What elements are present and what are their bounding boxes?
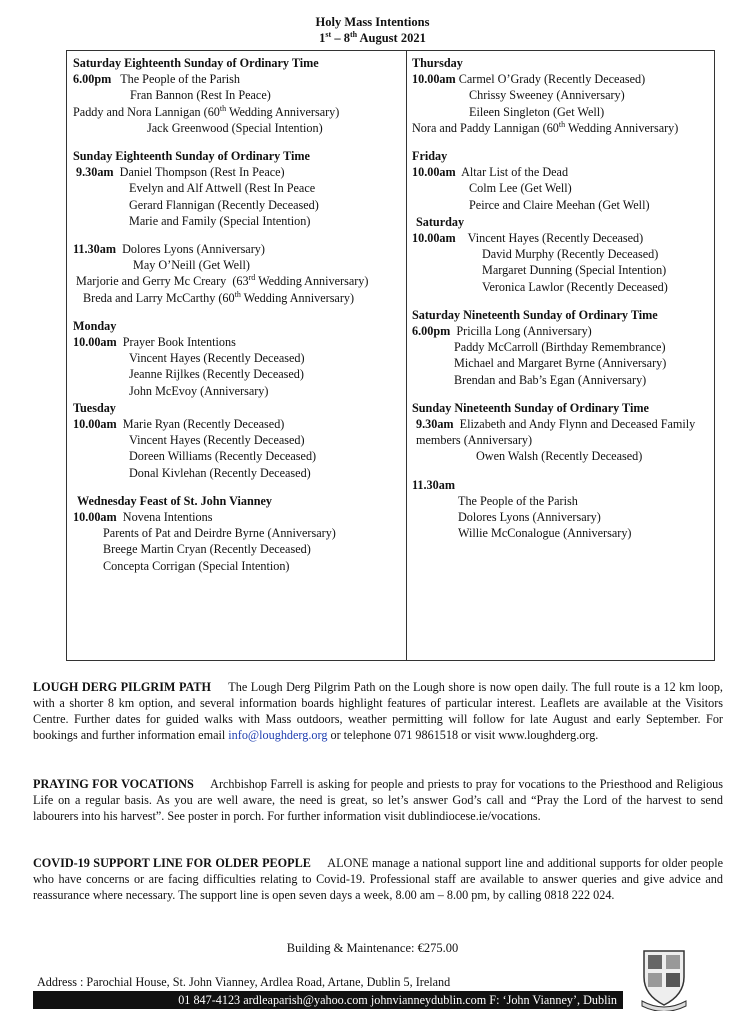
- intention-row: Gerard Flannigan (Recently Deceased): [129, 197, 319, 212]
- intention: Vincent Hayes (Recently Deceased): [467, 231, 644, 246]
- intention-row: Willie McConalogue (Anniversary): [458, 526, 632, 541]
- intention-row: [73, 416, 405, 432]
- contact-bar: 01 847-4123 ardleaparish@yahoo.com johnvianneydublin.com F: ‘John Vianney’, Dublin: [33, 991, 623, 1009]
- intention-row: Jeanne Rijlkes (Recently Deceased): [129, 367, 304, 382]
- intention-row: David Murphy (Recently Deceased): [482, 247, 659, 262]
- intention-row: Eileen Singleton (Get Well): [469, 104, 605, 119]
- intention-row: Veronica Lawlor (Recently Deceased): [482, 279, 668, 294]
- mass-time: 10.00am: [412, 165, 456, 180]
- saturday-18th-section: [73, 55, 405, 136]
- wednesday-section: [73, 493, 405, 574]
- mass-time: 9.30am: [76, 165, 114, 180]
- friday-section: [412, 148, 712, 213]
- intention-row: Vincent Hayes (Recently Deceased): [129, 351, 305, 366]
- sunday-18th-section: [73, 148, 405, 229]
- mass-time: 10.00am: [412, 72, 456, 87]
- intention: Altar List of the Dead: [461, 165, 569, 180]
- intention-row: May O’Neill (Get Well): [133, 258, 250, 273]
- intention: Marie Ryan (Recently Deceased): [122, 417, 285, 432]
- notice-heading: PRAYING FOR VOCATIONS: [33, 777, 194, 791]
- intention-row: Jack Greenwood (Special Intention): [147, 120, 323, 135]
- intention-row: [73, 164, 405, 180]
- mass-intentions-table: [66, 50, 715, 661]
- intention-row: [73, 71, 405, 87]
- intention-row: Nora and Paddy Lannigan (60th Wedding Anniversary): [412, 119, 679, 135]
- notice-heading: COVID-19 SUPPORT LINE FOR OLDER PEOPLE: [33, 856, 311, 870]
- intention-row: Dolores Lyons (Anniversary): [458, 510, 601, 525]
- notice-body: The Lough Derg Pilgrim Path on the Lough shore is now open daily. The full route is a 12 km loop, with a shorter 8 km option, and several information boards highlight features of particular interest. Leaflets are available at the Visitors Centre. Further dates for guided walks with Mass outdoors, weather permitting will follow for late August and early September. For bookings and further information email: [33, 680, 723, 742]
- intention: The People of the Parish: [120, 72, 241, 87]
- section-heading: Thursday: [412, 56, 463, 70]
- section-heading: Sunday Eighteenth Sunday of Ordinary Time: [73, 149, 310, 164]
- section-heading: Wednesday Feast of St. John Vianney: [77, 493, 273, 508]
- notice-covid: [33, 855, 723, 903]
- intention-row: Fran Bannon (Rest In Peace): [130, 88, 271, 103]
- intention-row: Breda and Larry McCarthy (60th Wedding Anniversary): [83, 289, 355, 305]
- intention-row: Doreen Williams (Recently Deceased): [129, 449, 317, 464]
- intention-row: Owen Walsh (Recently Deceased): [476, 449, 643, 464]
- left-column: [73, 55, 405, 586]
- intention: Novena Intentions: [122, 510, 213, 525]
- intention: Daniel Thompson (Rest In Peace): [119, 165, 285, 180]
- intention-row: Evelyn and Alf Attwell (Rest In Peace: [129, 181, 316, 196]
- intention-row: [412, 230, 712, 246]
- intention-row: Margaret Dunning (Special Intention): [482, 263, 667, 278]
- intention-row: Colm Lee (Get Well): [469, 181, 572, 196]
- title-text: Holy Mass Intentions: [315, 15, 430, 29]
- mass-time: 10.00am: [73, 510, 117, 525]
- mass-time: 11.30am: [412, 477, 455, 492]
- section-heading: Saturday Eighteenth Sunday of Ordinary Time: [73, 56, 319, 70]
- intention-row: Marjorie and Gerry Mc Creary (63rd Wedding Anniversary): [76, 273, 369, 289]
- intention-row: The People of the Parish: [458, 493, 578, 508]
- saturday-section: [412, 214, 712, 295]
- intention-row: Paddy McCarroll (Birthday Remembrance): [454, 340, 666, 355]
- intention: Carmel O’Grady (Recently Deceased): [458, 72, 646, 87]
- monday-section: [73, 318, 405, 399]
- mass-time: 11.30am: [73, 242, 116, 257]
- intention-row: Marie and Family (Special Intention): [129, 213, 311, 228]
- section-heading: Saturday Nineteenth Sunday of Ordinary Time: [412, 307, 658, 322]
- sunday-1130-section: [73, 241, 405, 306]
- tuesday-section: [73, 400, 405, 481]
- intention-row: Concepta Corrigan (Special Intention): [103, 558, 290, 573]
- notice-body: ALONE manage a national support line and additional supports for older people who have concerns or are facing difficulties relating to Covid-19. Professional staff are available to answer queries and give advice and reassurance where necessary. The support line is open seven days a week, 8.00 am – 8.00 pm, by calling 0818 222 024.: [33, 856, 723, 902]
- notice-lough-derg: [33, 679, 723, 743]
- parish-address: Address : Parochial House, St. John Vianney, Ardlea Road, Artane, Dublin 5, Ireland: [37, 975, 451, 989]
- intention-row: [73, 509, 405, 525]
- sunday-19th-1130-section: [412, 477, 712, 542]
- intention-row: [412, 164, 712, 180]
- intention-row: Vincent Hayes (Recently Deceased): [129, 433, 305, 448]
- section-heading: Tuesday: [73, 400, 116, 415]
- page-title: [0, 14, 745, 46]
- intention: Dolores Lyons (Anniversary): [122, 242, 265, 257]
- intention-row: Peirce and Claire Meehan (Get Well): [469, 197, 650, 212]
- mass-time: 6.00pm: [73, 72, 112, 87]
- building-maintenance: Building & Maintenance: €275.00: [286, 941, 459, 955]
- intention-row: Michael and Margaret Byrne (Anniversary): [454, 356, 667, 371]
- section-heading: Saturday: [416, 214, 465, 229]
- section-heading: Sunday Nineteenth Sunday of Ordinary Time: [412, 400, 649, 415]
- right-column: [412, 55, 712, 553]
- intention: Pricilla Long (Anniversary): [456, 324, 592, 339]
- intention-row: [412, 71, 712, 87]
- section-heading: Monday: [73, 318, 117, 333]
- notice-body: Archbishop Farrell is asking for people and priests to pray for vocations to the Priesthood and Religious Life on a regular basis. As you are well aware, the need is great, so let’s answer God’s call and “Pray the Lord of the harvest to send labourers into his harvest”. See poster in porch. For further information visit dublindiocese.ie/vocations.: [33, 777, 723, 823]
- intention-row: Parents of Pat and Deirdre Byrne (Anniversary): [103, 526, 336, 541]
- email-link[interactable]: info@loughderg.org: [228, 728, 328, 742]
- notice-vocations: [33, 776, 723, 824]
- intention-row: John McEvoy (Anniversary): [129, 383, 269, 398]
- intention-row: [73, 241, 405, 257]
- intention-row: [73, 334, 405, 350]
- notice-tail: or telephone 071 9861518 or visit www.loughderg.org.: [330, 728, 599, 742]
- column-divider: [406, 51, 407, 660]
- intention: Prayer Book Intentions: [122, 335, 236, 350]
- mass-time: 9.30am: [416, 417, 454, 432]
- intention-row: Brendan and Bab’s Egan (Anniversary): [454, 372, 647, 387]
- intention-row: [412, 416, 712, 448]
- parish-crest-icon: [636, 947, 692, 1011]
- intention-row: Donal Kivlehan (Recently Deceased): [129, 465, 311, 480]
- mass-time: 10.00am: [412, 231, 456, 246]
- mass-time: 10.00am: [73, 417, 117, 432]
- thursday-section: [412, 55, 712, 136]
- saturday-19th-section: [412, 307, 712, 388]
- sunday-19th-section: [412, 400, 712, 465]
- intention: Elizabeth and Andy Flynn and Deceased Family members (Anniversary): [416, 417, 696, 448]
- notice-heading: LOUGH DERG PILGRIM PATH: [33, 680, 211, 694]
- section-heading: Friday: [412, 149, 448, 164]
- mass-time: 10.00am: [73, 335, 117, 350]
- mass-time: 6.00pm: [412, 324, 451, 339]
- intention-row: Paddy and Nora Lannigan (60th Wedding Anniversary): [73, 103, 340, 119]
- date-range: 1st – 8th August 2021: [319, 30, 426, 45]
- intention-row: [412, 323, 712, 339]
- intention-row: Breege Martin Cryan (Recently Deceased): [103, 542, 311, 557]
- intention-row: Chrissy Sweeney (Anniversary): [469, 88, 625, 103]
